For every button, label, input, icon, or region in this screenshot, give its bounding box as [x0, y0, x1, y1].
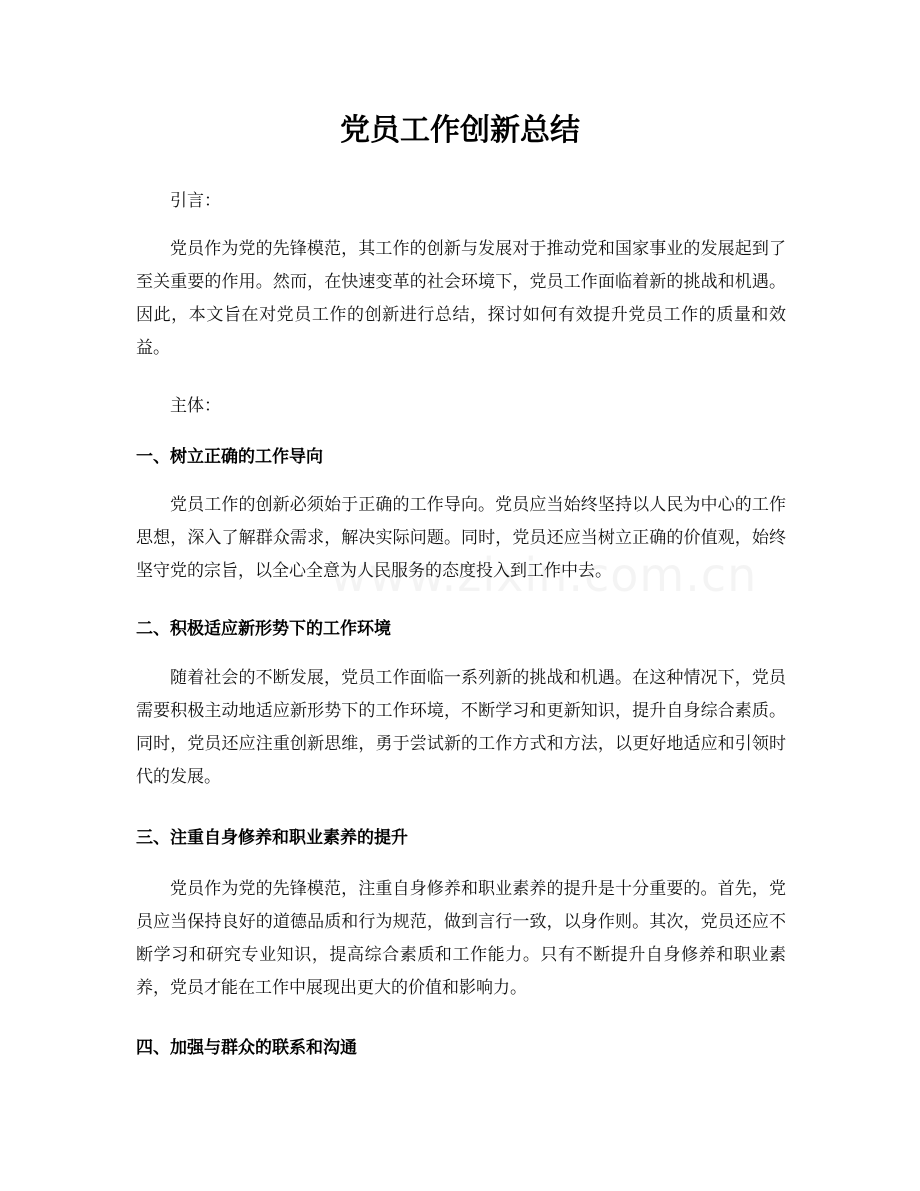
section-paragraph: 随着社会的不断发展，党员工作面临一系列新的挑战和机遇。在这种情况下，党员需要积极主动地适应新形势下的工作环境，不断学习和更新知识，提升自身综合素质。同时，党员还应注重创新思维，勇于尝试新的工作方式和方法，以更好地适应和引领时代的发展。	[136, 668, 786, 787]
section-heading: 二、积极适应新形势下的工作环境	[136, 619, 391, 639]
body-label-block	[136, 390, 786, 423]
section-paragraph-block	[136, 489, 786, 588]
section-heading: 四、加强与群众的联系和沟通	[136, 1038, 357, 1058]
section-heading-block	[136, 822, 786, 855]
intro-label: 引言：	[170, 191, 221, 211]
body-label: 主体：	[170, 396, 221, 416]
section-paragraph: 党员工作的创新必须始于正确的工作导向。党员应当始终坚持以人民为中心的工作思想，深入了解群众需求，解决实际问题。同时，党员还应当树立正确的价值观，始终坚守党的宗旨，以全心全意为人民服务的态度投入到工作中去。	[136, 495, 786, 581]
section-heading: 三、注重自身修养和职业素养的提升	[136, 828, 408, 848]
section-paragraph-block	[136, 873, 786, 1005]
section-paragraph: 党员作为党的先锋模范，注重自身修养和职业素养的提升是十分重要的。首先，党员应当保持良好的道德品质和行为规范，做到言行一致，以身作则。其次，党员还应不断学习和研究专业知识，提高综合素质和工作能力。只有不断提升自身修养和职业素养，党员才能在工作中展现出更大的价值和影响力。	[136, 879, 786, 998]
intro-label-block	[136, 185, 786, 218]
intro-paragraph: 党员作为党的先锋模范，其工作的创新与发展对于推动党和国家事业的发展起到了至关重要的作用。然而，在快速变革的社会环境下，党员工作面临着新的挑战和机遇。因此，本文旨在对党员工作的创新进行总结，探讨如何有效提升党员工作的质量和效益。	[136, 239, 786, 358]
section-heading: 一、树立正确的工作导向	[136, 447, 323, 467]
section-paragraph-block	[136, 662, 786, 794]
section-heading-block	[136, 613, 786, 646]
intro-paragraph-block	[136, 233, 786, 365]
section-heading-block	[136, 441, 786, 474]
page-title: 党员工作创新总结	[340, 113, 580, 148]
section-heading-block	[136, 1032, 786, 1065]
